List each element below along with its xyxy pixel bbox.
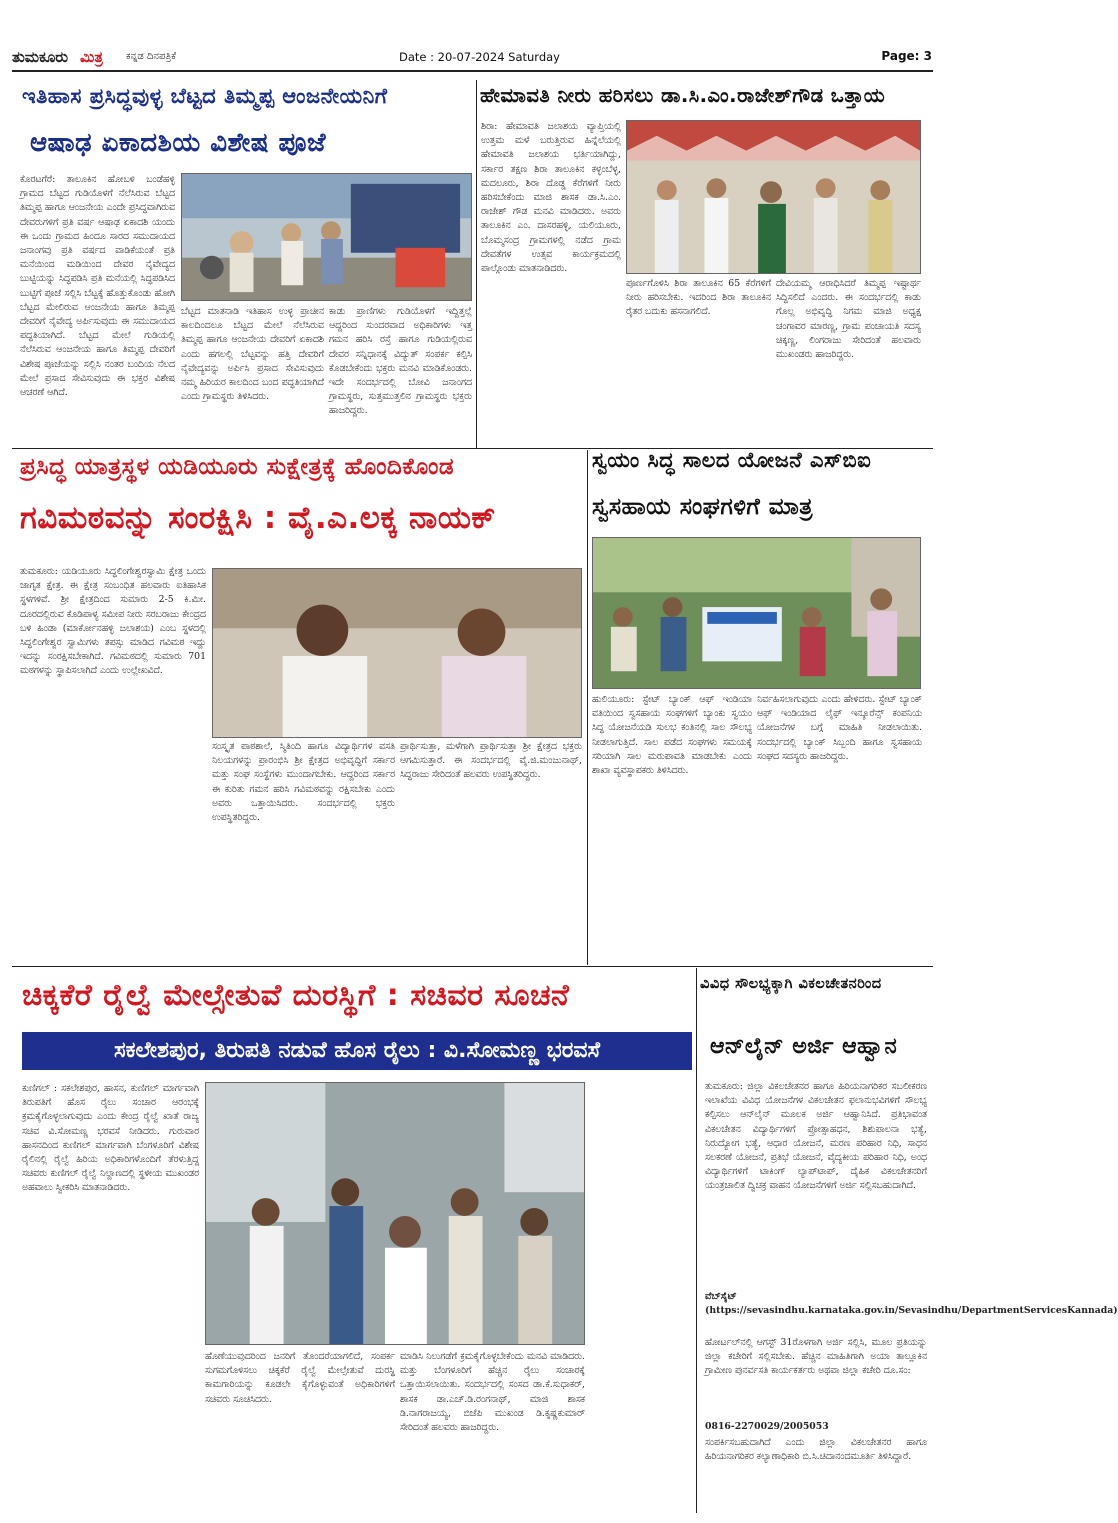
story5-col1: ಕುಣಿಗಲ್ : ಸಕಲೇಶಪುರ, ಹಾಸನ, ಕುಣಿಗಲ್ ಮಾರ್ಗವಾಗಿ ತಿರುಪತಿಗೆ ಹೊಸ ರೈಲು ಸಂಚಾರ ಆರಂಭಕ್ಕೆ ಕ್ರಮಕೈಗೊಳ್ಳಲಾಗುವುದು ಎಂದು ಕೇಂದ್ರ ರೈಲ್ವೆ ಖಾತೆ ರಾಜ್ಯ ಸಚಿವ ವಿ.ಸೋಮಣ್ಣ ಭರವಸೆ ನೀಡಿದರು. ಗುರುವಾರ ಹಾಸನದಿಂದ ಕುಣಿಗಲ್ ಮಾರ್ಗವಾಗಿ ಬೆಂಗಳೂರಿಗೆ ವಿಶೇಷ ರೈಲಿನಲ್ಲಿ ರೈಲ್ವೆ ಹಿರಿಯ ಅಧಿಕಾರಿಗಳೊಂದಿಗೆ ತೆರಳುತ್ತಿದ್ದ ಸಚಿವರು ಕುಣಿಗಲ್ ರೈಲ್ವೆ ನಿಲ್ದಾಣದಲ್ಲಿ ಸ್ಥಳೀಯ ಮುಖಂಡರ ಅಹವಾಲು ಸ್ವೀಕರಿಸಿ ಮಾತನಾಡಿದರು. — [22, 1083, 199, 1194]
column-divider-mid — [587, 450, 588, 965]
story4-headline: ಸ್ವಯಂ ಸಿದ್ಧ ಸಾಲದ ಯೋಜನೆ ಎಸ್‌ಬಿಐ — [592, 448, 872, 472]
story2-headline: ಹೇಮಾವತಿ ನೀರು ಹರಿಸಲು ಡಾ.ಸಿ.ಎಂ.ರಾಜೇಶ್‌ಗೌಡ ಒತ್ತಾಯ — [480, 84, 886, 107]
story2-caption: ಪೂರ್ಣಗೊಳಿಸಿ ಶಿರಾ ತಾಲೂಕಿನ 65 ಕೆರೆಗಳಿಗೆ ನೀರು ಹರಿಸಬೇಕು. ಇದರಿಂದ ಶಿರಾ ತಾಲೂಕಿನ ರೈತರ ಬದುಕು ಹಸನಾಗಲಿದೆ. — [626, 278, 771, 318]
story4-col1: ಹುಲಿಯೂರು: ಸ್ಟೇಟ್ ಬ್ಯಾಂಕ್ ಆಫ್ ಇಂಡಿಯಾ ವತಿಯಿಂದ ಸ್ವಸಹಾಯ ಸಂಘಗಳಿಗೆ ಬ್ಯಾಂಕು ಸ್ವಯಂ ಸಿದ್ಧ ಯೋಜನೆಯಡಿ ಸುಲಭ ಕಂತಿನಲ್ಲಿ ಸಾಲ ಸೌಲಭ್ಯ ನೀಡಲಾಗುತ್ತಿದೆ. ಸಾಲ ಪಡೆದ ಸಂಘಗಳು ಸಮಯಕ್ಕೆ ಸರಿಯಾಗಿ ಸಾಲ ಮರುಪಾವತಿ ಮಾಡಬೇಕು ಎಂದು ಶಾಖಾ ವ್ಯವಸ್ಥಾಪಕರು ತಿಳಿಸಿದರು. — [592, 694, 752, 777]
story1-col2: ಬೆಟ್ಟದ ಮಾತನಾಡಿ ಇತಿಹಾಸ ಉಳ್ಳ ಪ್ರಾಚೀನ ಕಾಲದಿಂದಲೂ ಬೆಟ್ಟದ ಮೇಲೆ ನೆಲೆಸಿರುವ ತಿಮ್ಮಪ್ಪ ಹಾಗೂ ಆಂಜನೇಯ ದೇವರಿಗೆ ಏಕಾದಶಿ ಎಂದು ಹಗಲಲ್ಲಿ ಬೆಟ್ಟವನ್ನು ಹತ್ತಿ ದೇವರಿಗೆ ನೈವೇದ್ಯವನ್ನು ಅರ್ಪಿಸಿ ಪ್ರಸಾದ ಸೇವಿಸುವುದು ನಮ್ಮ ಹಿರಿಯರ ಕಾಲದಿಂದ ಬಂದ ಪದ್ಧತಿಯಾಗಿದೆ ಎಂದು ಗ್ರಾಮಸ್ಥರು ತಿಳಿಸಿದರು. — [181, 306, 324, 403]
masthead-name-accent: ಮಿತ್ರ — [80, 48, 103, 66]
story4-headline-2: ಸ್ವಸಹಾಯ ಸಂಘಗಳಿಗೆ ಮಾತ್ರ — [592, 494, 813, 520]
story1-col1: ಕೊರಟಗೆರೆ: ತಾಲೂಕಿನ ಹೋಬಳಿ ಬಂಡೆಹಳ್ಳಿ ಗ್ರಾಮದ ಬೆಟ್ಟದ ಗುಡಿಯೊಳಗೆ ನೆಲೆಸಿರುವ ಬೆಟ್ಟದ ತಿಮ್ಮಪ್ಪ ಹಾಗೂ ಆಂಜನೇಯ ಎಂದೇ ಪ್ರಸಿದ್ಧವಾಗಿರುವ ದೇವರುಗಳಿಗೆ ಪ್ರತಿ ವರ್ಷ ಆಷಾಢ ಏಕಾದಶಿ ಯಂದು ಈ ಒಂದು ಗ್ರಾಮದ ಹಿಂದೂ ಸಾರದ ಸಮುದಾಯದ ಜನಾಂಗವು ಪ್ರತಿ ವರ್ಷದ ವಾಡಿಕೆಯಂತೆ ಪ್ರತಿ ಮನೆಯಿಂದ ಮಡಿಯಿಂದ ದೇವರ ನೈವೇದ್ಯದ ಬುಟ್ಟಿಯನ್ನು ಸಿದ್ಧಪಡಿಸಿ ಪ್ರತಿ ಮನೆಯಲ್ಲಿ ಸಿದ್ಧಪಡಿಸಿದ ಬುಟ್ಟಿಗೆ ಪೂಜೆ ಸಲ್ಲಿಸಿ ಬೆಟ್ಟಕ್ಕೆ ಹೊತ್ತುಕೊಂಡು ಹೋಗಿ ಬೆಟ್ಟದ ಮೇಲಿರುವ ಆಂಜನೇಯ ಹಾಗೂ ತಿಮ್ಮಪ್ಪ ದೇವರಿಗೆ ನೈವೇದ್ಯ ಅರ್ಪಿಸುವುದು ಈ ಸಮುದಾಯದ ಪದ್ಧತಿಯಾಗಿದೆ. ಬೆಟ್ಟದ ಮೇಲೆ ಗುಡಿಯಲ್ಲಿ ನೆಲೆಸಿರುವ ಆಂಜನೇಯ ಹಾಗೂ ತಿಮ್ಮಪ್ಪ ದೇವರಿಗೆ ವಿಶೇಷ ಪೂಜೆಯನ್ನು ಸಲ್ಲಿಸಿ ನಂತರ ಬಂದಿಯ ನೆಲದ ಮೇಲೆ ಪ್ರಸಾದ ಸೇವಿಸುವುದು ಈ ಭಕ್ತರ ವಿಶೇಷ ಆಚರಣೆ ಆಗಿದೆ. — [20, 174, 175, 399]
story3-photo — [212, 568, 582, 738]
story6-headline-2: ಆನ್‌ಲೈನ್ ಅರ್ಜಿ ಆಹ್ವಾನ — [710, 1034, 898, 1059]
story3-headline: ಪ್ರಸಿದ್ಧ ಯಾತ್ರಸ್ಥಳ ಯಡಿಯೂರು ಸುಕ್ಷೇತ್ರಕ್ಕೆ ಹೊಂದಿಕೊಂಡ — [20, 454, 455, 480]
story5-photo — [205, 1082, 585, 1345]
story6-headline: ವಿವಿಧ ಸೌಲಭ್ಯಕ್ಕಾಗಿ ವಿಕಲಚೇತನರಿಂದ — [700, 976, 882, 992]
story1-headline-2: ಆಷಾಢ ಏಕಾದಶಿಯ ವಿಶೇಷ ಪೂಜೆ — [30, 128, 327, 158]
story2-col1: ಶಿರಾ: ಹೇಮಾವತಿ ಜಲಾಶಯ ವ್ಯಾಪ್ತಿಯಲ್ಲಿ ಉತ್ತಮ ಮಳೆ ಬರುತ್ತಿರುವ ಹಿನ್ನೆಲೆಯಲ್ಲಿ ಹೇಮಾವತಿ ಜಲಾಶಯ ಭರ್ತಿಯಾಗಿದ್ದು, ಸರ್ಕಾರ ತಕ್ಷಣ ಶಿರಾ ತಾಲೂಕಿನ ಕಳ್ಳಂಬೆಳ್ಳ, ಮದಲೂರು, ಶಿರಾ ದೊಡ್ಡ ಕೆರೆಗಳಿಗೆ ನೀರು ಹರಿಸಬೇಕೆಂದು ಮಾಜಿ ಶಾಸಕ ಡಾ.ಸಿ.ಎಂ. ರಾಜೇಶ್ ಗೌಡ ಮನವಿ ಮಾಡಿದರು. ಅವರು ತಾಲೂಕಿನ ಎಂ. ದಾಸರಹಳ್ಳಿ, ಯಲಿಯೂರು, ಬೊಮ್ಮಸಂದ್ರ ಗ್ರಾಮಗಳಲ್ಲಿ ನಡೆದ ಗ್ರಾಮ ದೇವತೆಗಳ ಉತ್ಸವ ಕಾರ್ಯಕ್ರಮದಲ್ಲಿ ಪಾಲ್ಗೊಂಡು ಮಾತನಾಡಿದರು. — [481, 121, 621, 275]
story1-col3: ಕಾಡು ಪ್ರಾಣಿಗಳು ಗುಡಿಯೊಳಗೆ ಇದ್ದಿತ್ತಲ್ಲೆ ಆದ್ದರಿಂದ ಸುಂದರವಾದ ಅಧಿಕಾರಿಗಳು ಇತ್ತ ಗಮನ ಹರಿಸಿ ರಸ್ತೆ ಹಾಗೂ ಗುಡಿಯಲ್ಲಿರುವ ದೇವರ ಸನ್ನಿಧಾನಕ್ಕೆ ವಿದ್ಯುತ್ ಸಂಪರ್ಕ ಕಲ್ಪಿಸಿ ಕೊಡಬೇಕೆಂದು ಭಕ್ತರು ಮನವಿ ಮಾಡಿಕೊಂಡರು. ಇದೇ ಸಂದರ್ಭದಲ್ಲಿ ಬೋವಿ ಜನಾಂಗದ ಗ್ರಾಮಸ್ಥರು, ಸುತ್ತಮುತ್ತಲಿನ ಗ್ರಾಮಸ್ಥರು ಭಕ್ತರು ಹಾಜರಿದ್ದರು. — [329, 306, 472, 417]
story1-photo — [181, 173, 472, 301]
story4-col2: ನಿರ್ವಹಿಸಲಾಗುವುದು ಎಂದು ಹೇಳಿದರು. ಸ್ಟೇಟ್ ಬ್ಯಾಂಕ್ ಆಫ್ ಇಂಡಿಯಾದ ಲೈಫ್ ಇನ್ಶೂರೆನ್ಸ್ ಕಂಪನಿಯ ಯೋಜನೆಗಳ ಬಗ್ಗೆ ಮಾಹಿತಿ ನೀಡಲಾಯಿತು. ಸಂದರ್ಭದಲ್ಲಿ ಬ್ಯಾಂಕ್ ಸಿಬ್ಬಂದಿ ಹಾಗೂ ಸ್ವಸಹಾಯ ಸಂಘದ ಸದಸ್ಯರು ಹಾಜರಿದ್ದರು. — [757, 694, 922, 762]
column-divider — [476, 80, 477, 448]
column-divider-bottom — [696, 968, 697, 1513]
story6-website: ವೆಬ್‌ಸೈಟ್ (https://sevasindhu.karnataka.gov.in/Sevasindhu/DepartmentServicesKannada) — [705, 1291, 1118, 1317]
story2-photo — [626, 120, 921, 274]
story3-headline-2: ಗವಿಮಠವನ್ನು ಸಂರಕ್ಷಿಸಿ : ವೈ.ಎ.ಲಕ್ಕ ನಾಯಕ್ — [20, 500, 496, 536]
story5-banner — [22, 1032, 692, 1070]
page-number: Page: 3 — [881, 49, 932, 63]
story4-photo — [592, 537, 921, 689]
story3-col3: ಪ್ರಾರ್ಥಿಸುತ್ತಾ, ಮಳೆಗಾಗಿ ಪ್ರಾರ್ಥಿಸುತ್ತಾ ಶ್ರೀ ಕ್ಷೇತ್ರದ ಭಕ್ತರು ಆಗಮಿಸುತ್ತಾರೆ. ಈ ಸಂದರ್ಭದಲ್ಲಿ ವೈ.ಜಿ.ಮಂಜುನಾಥ್, ಸಿದ್ಧರಾಜು ಸೇರಿದಂತೆ ಹಲವರು ಉಪಸ್ಥಿತರಿದ್ದರು. — [400, 741, 582, 781]
section-rule-2 — [12, 966, 933, 967]
story5-col3: ಮಾಡಿಸಿ ನಿಲುಗಡೆಗೆ ಕ್ರಮಕೈಗೊಳ್ಳಬೇಕೆಂದು ಮನವಿ ಮಾಡಿದರು. ಮತ್ತು ಬೆಂಗಳೂರಿಗೆ ಹೆಚ್ಚಿನ ರೈಲು ಸಂಚಾರಕ್ಕೆ ಒತ್ತಾಯಿಸಲಾಯಿತು. ಸಂದರ್ಭದಲ್ಲಿ ಸಂಸದ ಡಾ.ಕೆ.ಸುಧಾಕರ್, ಶಾಸಕ ಡಾ.ಎಚ್.ಡಿ.ರಂಗನಾಥ್, ಮಾಜಿ ಶಾಸಕ ಡಿ.ನಾಗರಾಜಯ್ಯ, ಬಿಜೆಪಿ ಮುಖಂಡ ಡಿ.ಕೃಷ್ಣಕುಮಾರ್ ಸೇರಿದಂತೆ ಹಲವರು ಹಾಜರಿದ್ದರು. — [400, 1351, 585, 1434]
masthead-name: ತುಮಕೂರು — [12, 48, 69, 66]
masthead-tagline: ಕನ್ನಡ ದಿನಪತ್ರಿಕೆ — [126, 51, 177, 62]
story6-closing: ಸಂಪರ್ಕಿಸಬಹುದಾಗಿದೆ ಎಂದು ಜಿಲ್ಲಾ ವಿಕಲಚೇತನರ ಹಾಗೂ ಹಿರಿಯನಾಗರಿಕರ ಕಲ್ಯಾಣಾಧಿಕಾರಿ ಬಿ.ಸಿ.ಚಿದಾನಂದಮೂರ್ತಿ ತಿಳಿಸಿದ್ದಾರೆ. — [705, 1437, 927, 1463]
masthead-rule — [12, 70, 933, 72]
story6-col1b: ಹೋರ್ಟಲ್‌ನಲ್ಲಿ ಆಗಸ್ಟ್ 31ರೊಳಗಾಗಿ ಅರ್ಜಿ ಸಲ್ಲಿಸಿ, ಮೂಲ ಪ್ರತಿಯನ್ನು ಜಿಲ್ಲಾ ಕಚೇರಿಗೆ ಸಲ್ಲಿಸಬೇಕು. ಹೆಚ್ಚಿನ ಮಾಹಿತಿಗಾಗಿ ಅಯಾ ತಾಲ್ಲೂಕಿನ ಗ್ರಾಮೀಣ ಪುನರ್ವಸತಿ ಕಾರ್ಯಕರ್ತರು ಅಥವಾ ಜಿಲ್ಲಾ ಕಚೇರಿ ದೂ.ಸಂ: — [705, 1337, 927, 1377]
story3-col2: ಸಂಸ್ಕೃತ ಪಾಠಶಾಲೆ, ಸ್ಮಿತಿಂದಿ ಹಾಗೂ ವಿದ್ಯಾರ್ಥಿಗಳ ವಸತಿ ನಿಲಯಗಳನ್ನು ಪ್ರಾರಂಭಿಸಿ ಶ್ರೀ ಕ್ಷೇತ್ರದ ಅಭಿವೃದ್ಧಿಗೆ ಸರ್ಕಾರ ಮತ್ತು ಸಂಘ ಸಂಸ್ಥೆಗಳು ಮುಂದಾಗಬೇಕು. ಆದ್ದರಿಂದ ಸರ್ಕಾರ ಈ ಕುರಿತು ಗಮನ ಹರಿಸಿ ಗವಿಮಠವನ್ನು ರಕ್ಷಿಸಬೇಕು ಎಂದು ಅವರು ಒತ್ತಾಯಿಸಿದರು. ಸಂದರ್ಭದಲ್ಲಿ ಭಕ್ತರು ಉಪಸ್ಥಿತರಿದ್ದರು. — [212, 741, 395, 824]
story2-col2: ದೇವಿಯಮ್ಮ ಆರಾಧಿಸಿದರೆ ತಿಮ್ಮಪ್ಪ ಇಷ್ಟಾರ್ಥ ಸಿದ್ಧಿಸಲಿದೆ ಎಂದರು. ಈ ಸಂದರ್ಭದಲ್ಲಿ ಕಾಡು ಗೊಲ್ಲ ಅಭಿವೃದ್ಧಿ ನಿಗಮ ಮಾಜಿ ಅಧ್ಯಕ್ಷ ಚಂಗಾವರ ಮಾರಣ್ಣ, ಗ್ರಾಮ ಪಂಚಾಯತಿ ಸದಸ್ಯ ಚಿಕ್ಕಣ್ಣ, ಲಿಂಗರಾಜು ಸೇರಿದಂತೆ ಹಲವಾರು ಮುಖಂಡರು ಹಾಜರಿದ್ದರು. — [776, 278, 921, 361]
story5-banner-text: ಸಕಲೇಶಪುರ, ತಿರುಪತಿ ನಡುವೆ ಹೊಸ ರೈಲು : ವಿ.ಸೋಮಣ್ಣ ಭರವಸೆ — [113, 1038, 601, 1063]
story1-headline: ಇತಿಹಾಸ ಪ್ರಸಿದ್ಧವುಳ್ಳ ಬೆಟ್ಟದ ತಿಮ್ಮಪ್ಪ ಆಂಜನೇಯನಿಗೆ — [22, 84, 388, 108]
story6-col1: ತುಮಕೂರು: ಜಿಲ್ಲಾ ವಿಕಲಚೇತನರ ಹಾಗೂ ಹಿರಿಯನಾಗರಿಕರ ಸಬಲೀಕರಣ ಇಲಾಖೆಯ ವಿವಿಧ ಯೋಜನೆಗಳ ವಿಕಲಚೇತನ ಫಲಾನುಭವಿಗಳಿಗೆ ಸೌಲಭ್ಯ ಕಲ್ಪಿಸಲು ಆನ್‌ಲೈನ್ ಮೂಲಕ ಅರ್ಜಿ ಆಹ್ವಾನಿಸಿದೆ. ಪ್ರತಿಭಾವಂತ ವಿಕಲಚೇತನ ವಿದ್ಯಾರ್ಥಿಗಳಿಗೆ ಪ್ರೋತ್ಸಾಹಧನ, ಶಿಶುಪಾಲನಾ ಭತ್ಯೆ, ನಿರುದ್ಯೋಗ ಭತ್ಯೆ, ಆಧಾರ ಯೋಜನೆ, ಮರಣ ಪರಿಹಾರ ನಿಧಿ, ಸಾಧನ ಸಲಕರಣೆ ಯೋಜನೆ, ಪ್ರತಿಭೆ ಯೋಜನೆ, ವೈದ್ಯಕೀಯ ಪರಿಹಾರ ನಿಧಿ, ಅಂಧ ವಿದ್ಯಾರ್ಥಿಗಳಿಗೆ ಟಾಕಿಂಗ್ ಲ್ಯಾಪ್‌ಟಾಪ್, ದೈಹಿಕ ವಿಕಲಚೇತನರಿಗೆ ಯಂತ್ರಚಾಲಿತ ದ್ವಿಚಕ್ರ ವಾಹನ ಯೋಜನೆಗಳಿಗೆ ಅರ್ಜಿ ಸಲ್ಲಿಸಬಹುದಾಗಿದೆ. — [705, 1081, 927, 1192]
story5-col2: ಹೊಣೆಯುವುದರಿಂದ ಜನರಿಗೆ ತೊಂದರೆಯಾಗಲಿದೆ, ಸಂಪರ್ಕ ಸುಗಮಗೊಳಿಸಲು ಚಿಕ್ಕಕೆರೆ ರೈಲ್ವೆ ಮೇಲ್ಸೇತುವೆ ದುರಸ್ಥಿ ಕಾಮಗಾರಿಯನ್ನು ಕೂಡಲೇ ಕೈಗೊಳ್ಳುವಂತೆ ಅಧಿಕಾರಿಗಳಿಗೆ ಸಚಿವರು ಸೂಚಿಸಿದರು. — [205, 1351, 395, 1405]
story5-headline: ಚಿಕ್ಕಕೆರೆ ರೈಲ್ವೆ ಮೇಲ್ಸೇತುವೆ ದುರಸ್ಥಿಗೆ : ಸಚಿವರ ಸೂಚನೆ — [22, 978, 570, 1013]
story6-phone: 0816-2270029/2005053 — [705, 1421, 829, 1432]
story3-col1: ತುಮಕೂರು: ಯಡಿಯೂರು ಸಿದ್ಧಲಿಂಗೇಶ್ವರಸ್ವಾಮಿ ಕ್ಷೇತ್ರ ಒಂದು ಜಾಗೃತ ಕ್ಷೇತ್ರ. ಈ ಕ್ಷೇತ್ರ ಸಂಬಂಧಿತ ಹಲವಾರು ಐತಿಹಾಸಿಕ ಸ್ಥಳಗಳಿವೆ. ಶ್ರೀ ಕ್ಷೇತ್ರದಿಂದ ಸುಮಾರು 2-5 ಕಿ.ಮೀ. ದೂರದಲ್ಲಿರುವ ಕೊಡಿಪಾಳ್ಯ ಸಮೀಪ ನೀರು ಸರಬರಾಜು ಕೇಂದ್ರದ ಬಳಿ ಹಿಂಡಾ (ಮಾರ್ಕೋನಹಳ್ಳಿ ಜಲಾಶಯ) ಎಂಬ ಸ್ಥಳದಲ್ಲಿ ಸಿದ್ಧಲಿಂಗೇಶ್ವರ ಸ್ವಾಮಿಗಳು ತಪಸ್ಸು ಮಾಡಿದ ಗವಿಮಠ ಇದ್ದು ಇದನ್ನು ಸಂರಕ್ಷಿಸಬೇಕಾಗಿದೆ. ಗವಿಮಠದಲ್ಲಿ ಸುಮಾರು 701 ಮಠಗಳನ್ನು ಸ್ಥಾಪಿಸಲಾಗಿದೆ ಎಂದು ಉಲ್ಲೇಖವಿದೆ. — [20, 566, 206, 677]
masthead — [12, 46, 932, 68]
masthead-date: Date : 20-07-2024 Saturday — [399, 50, 560, 64]
